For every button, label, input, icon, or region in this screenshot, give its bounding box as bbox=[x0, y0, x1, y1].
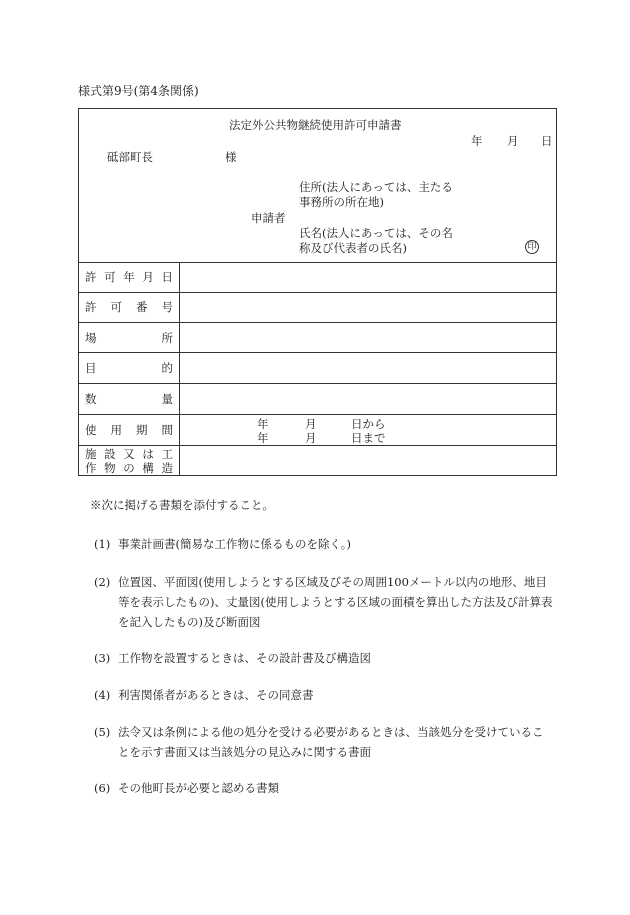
row-divider bbox=[79, 322, 556, 323]
label-structure: 施 設 又 は 工 作 物 の 構 造 bbox=[85, 447, 173, 475]
period-from-day: 日から bbox=[351, 417, 386, 431]
period-from-month: 月 bbox=[305, 417, 317, 431]
addressee-name: 砥部町長 bbox=[107, 150, 153, 164]
label-purpose: 目 的 bbox=[85, 361, 173, 375]
row-divider bbox=[79, 414, 556, 415]
period-to-year: 年 bbox=[257, 431, 269, 445]
period-to-day: 日まで bbox=[351, 431, 386, 445]
label-quantity: 数 量 bbox=[85, 392, 173, 406]
period-from-year: 年 bbox=[257, 417, 269, 431]
row-divider bbox=[79, 262, 556, 263]
label-permit-number: 許 可 番 号 bbox=[85, 300, 173, 314]
address-line-1: 住所(法人にあっては、主たる bbox=[299, 180, 453, 194]
name-line-2: 称及び代表者の氏名) bbox=[299, 241, 407, 255]
form-reference: 様式第9号(第4条関係) bbox=[78, 84, 199, 98]
date-day: 日 bbox=[541, 134, 553, 148]
label-location: 場 所 bbox=[85, 331, 173, 345]
form-title: 法定外公共物継続使用許可申請書 bbox=[229, 118, 402, 132]
row-divider bbox=[79, 445, 556, 446]
date-month: 月 bbox=[507, 134, 519, 148]
label-usage-period: 使 用 期 間 bbox=[85, 423, 173, 437]
application-form-table bbox=[78, 108, 557, 476]
seal-mark: 印 bbox=[525, 240, 539, 254]
label-permit-date: 許 可 年 月 日 bbox=[85, 270, 173, 284]
row-divider bbox=[79, 383, 556, 384]
name-line-1: 氏名(法人にあっては、その名 bbox=[299, 226, 453, 240]
row-divider bbox=[79, 352, 556, 353]
address-line-2: 事務所の所在地) bbox=[299, 195, 384, 209]
period-to-month: 月 bbox=[305, 431, 317, 445]
date-year: 年 bbox=[471, 134, 483, 148]
row-divider bbox=[79, 292, 556, 293]
addressee-honorific: 様 bbox=[225, 150, 237, 164]
attachment-note: ※次に掲げる書類を添付すること。 bbox=[90, 498, 274, 512]
applicant-label: 申請者 bbox=[251, 211, 286, 225]
column-divider bbox=[179, 262, 180, 475]
